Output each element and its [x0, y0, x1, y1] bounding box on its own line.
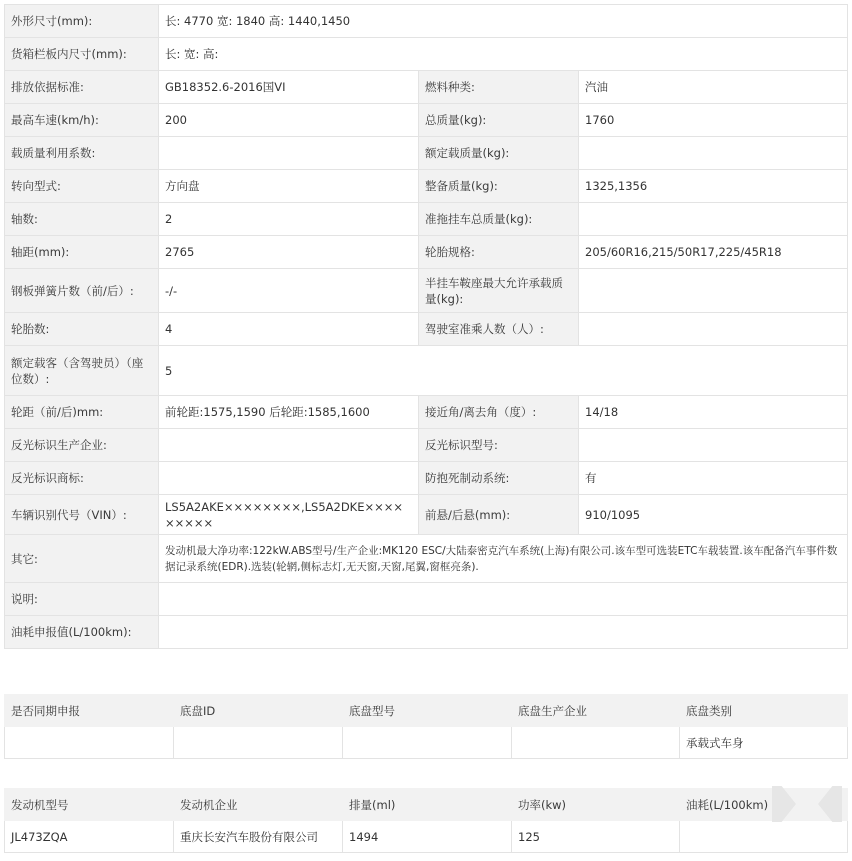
spec-row [5, 170, 848, 203]
spec-value: 205/60R16,215/50R17,225/45R18 [579, 236, 848, 269]
spec-label: 额定载客（含驾驶员）（座位数）: [5, 346, 159, 396]
spec-value [159, 462, 419, 495]
spec-row [5, 495, 848, 535]
spec-row [5, 429, 848, 462]
spec-label: 整备质量(kg): [419, 170, 579, 203]
column-header: 油耗(L/100km) [680, 789, 848, 821]
spec-value [579, 203, 848, 236]
spec-label: 排放依据标准: [5, 71, 159, 104]
column-header: 底盘类别 [680, 695, 848, 727]
column-header: 排量(ml) [343, 789, 512, 821]
spec-row [5, 396, 848, 429]
spec-label: 反光标识型号: [419, 429, 579, 462]
spec-value [579, 137, 848, 170]
spec-label: 接近角/离去角（度）: [419, 396, 579, 429]
spec-row [5, 137, 848, 170]
spec-value [159, 137, 419, 170]
spec-label: 轴数: [5, 203, 159, 236]
spec-label: 外形尺寸(mm): [5, 5, 159, 38]
spec-label: 载质量利用系数: [5, 137, 159, 170]
spec-row [5, 5, 848, 38]
column-header: 底盘生产企业 [512, 695, 680, 727]
spec-label: 总质量(kg): [419, 104, 579, 137]
spec-label: 最高车速(km/h): [5, 104, 159, 137]
spec-row [5, 71, 848, 104]
spec-row [5, 616, 848, 649]
table-header-row [5, 789, 848, 821]
column-header: 底盘型号 [343, 695, 512, 727]
spec-label: 车辆识别代号（VIN）: [5, 495, 159, 535]
chassis-table [4, 694, 848, 759]
spec-value: 长: 宽: 高: [159, 38, 848, 71]
spec-row [5, 38, 848, 71]
table-cell: 重庆长安汽车股份有限公司 [174, 821, 343, 853]
spec-value: 发动机最大净功率:122kW.ABS型号/生产企业:MK120 ESC/大陆泰密克汽车系统(上海)有限公司.该车型可选装ETC车载装置.该车配备汽车事件数据记录系统(EDR).选装(轮辋,侧标志灯,无天窗,天窗,尾翼,窗框亮条). [159, 535, 848, 583]
spec-value: 4 [159, 313, 419, 346]
spec-label: 燃料种类: [419, 71, 579, 104]
table-cell: JL473ZQA [5, 821, 174, 853]
table-cell: 1494 [343, 821, 512, 853]
spec-label: 说明: [5, 583, 159, 616]
column-header: 是否同期申报 [5, 695, 174, 727]
spec-value: -/- [159, 269, 419, 313]
spec-label: 准拖挂车总质量(kg): [419, 203, 579, 236]
spec-label: 油耗申报值(L/100km): [5, 616, 159, 649]
spec-value: 汽油 [579, 71, 848, 104]
spec-row [5, 104, 848, 137]
spec-value: 长: 4770 宽: 1840 高: 1440,1450 [159, 5, 848, 38]
spec-value: 有 [579, 462, 848, 495]
spec-row [5, 346, 848, 396]
table-cell [343, 727, 512, 759]
spec-row [5, 535, 848, 583]
engine-table [4, 788, 848, 853]
spec-label: 轴距(mm): [5, 236, 159, 269]
spec-label: 转向型式: [5, 170, 159, 203]
spec-label: 防抱死制动系统: [419, 462, 579, 495]
spec-value: 14/18 [579, 396, 848, 429]
spec-row [5, 583, 848, 616]
vehicle-spec-table [4, 4, 848, 649]
spec-row [5, 203, 848, 236]
spec-value [159, 583, 848, 616]
column-header: 底盘ID [174, 695, 343, 727]
spec-value [579, 429, 848, 462]
spec-row [5, 462, 848, 495]
spec-value: 前轮距:1575,1590 后轮距:1585,1600 [159, 396, 419, 429]
spec-value [159, 429, 419, 462]
spec-label: 其它: [5, 535, 159, 583]
column-header: 发动机型号 [5, 789, 174, 821]
spec-value: 1760 [579, 104, 848, 137]
spec-label: 钢板弹簧片数（前/后）: [5, 269, 159, 313]
spec-row [5, 269, 848, 313]
spec-label: 额定载质量(kg): [419, 137, 579, 170]
spec-value [159, 616, 848, 649]
spec-label: 轮胎规格: [419, 236, 579, 269]
spec-value: 2 [159, 203, 419, 236]
spec-label: 半挂车鞍座最大允许承载质量(kg): [419, 269, 579, 313]
spec-label: 轮胎数: [5, 313, 159, 346]
table-header-row [5, 695, 848, 727]
spec-label: 反光标识商标: [5, 462, 159, 495]
spec-label: 货箱栏板内尺寸(mm): [5, 38, 159, 71]
table-cell [680, 821, 848, 853]
table-cell: 承载式车身 [680, 727, 848, 759]
spec-value [579, 313, 848, 346]
spec-row [5, 236, 848, 269]
spec-value: GB18352.6-2016国VI [159, 71, 419, 104]
table-cell [5, 727, 174, 759]
spec-label: 轮距（前/后)mm: [5, 396, 159, 429]
spec-label: 驾驶室准乘人数（人）: [419, 313, 579, 346]
spec-value: 5 [159, 346, 848, 396]
spec-value: LS5A2AKE××××××××,LS5A2DKE××××××××× [159, 495, 419, 535]
table-cell [174, 727, 343, 759]
spec-label: 反光标识生产企业: [5, 429, 159, 462]
table-cell [512, 727, 680, 759]
spec-value [579, 269, 848, 313]
table-row [5, 727, 848, 759]
spec-row [5, 313, 848, 346]
spec-value: 200 [159, 104, 419, 137]
column-header: 功率(kw) [512, 789, 680, 821]
table-row [5, 821, 848, 853]
spec-value: 2765 [159, 236, 419, 269]
spec-value: 方向盘 [159, 170, 419, 203]
spec-value: 910/1095 [579, 495, 848, 535]
spec-label: 前悬/后悬(mm): [419, 495, 579, 535]
table-cell: 125 [512, 821, 680, 853]
column-header: 发动机企业 [174, 789, 343, 821]
spec-value: 1325,1356 [579, 170, 848, 203]
